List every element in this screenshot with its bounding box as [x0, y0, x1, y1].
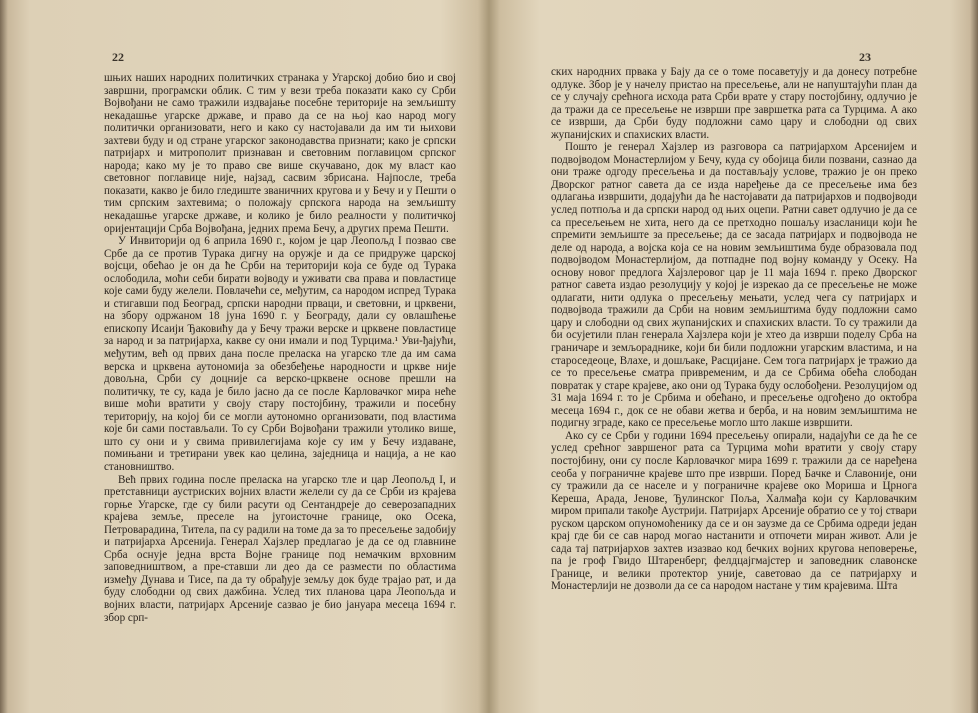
paragraph: ских народних првака у Бају да се о томе посаветују и да донесу потребне одлуке. Збор је у начелу пристао на пресељење, али не напуштајући план да се у случају срећнога исхода рата Срби врате у стару постојбину, одлучио је да тражи да се пресељење не изврши пре завршетка рата са Турцима. А ако се изврши, да Срби буду подложни само цару и слободни од свих жупанијских и спахиских власти. — [551, 66, 917, 141]
paragraph: шњих наших народних политичких странака у Угарској добио био и свој завршни, програмски облик. С тим у вези треба показати како су Срби Војвођани не само тражили издвајање посебне територије на земљишту некадашње угарске државе, и право да се на њој као народ могу политички организовати, него и како су настојавали да им ти њихови захтеви буду и од стране угарског законодавства признати; како је српски патријарх и митрополит признаван и световним поглавицом српског народа; како му је то право све више скучавано, док му власт као световног поглавице није, најзад, сасвим збрисана. Најпосле, треба показати, какво је било гледиште званичних кругова и у Бечу и у Пешти о тим српским захтевима; о положају српскога народа на земљишту некадашње угарске државе, и колико је било реалности у политичкој оријентацији Срба Војвођана, једних према Бечу, а других према Пешти. — [104, 72, 456, 235]
page-number-left: 22 — [112, 50, 124, 64]
paragraph: Већ првих година после преласка на угарско тле и цар Леопољд I, и претставници аустриских војних власти желели су да се Срби из крајева горње Угарске, где су били расути од Сентандреје до северозападних крајева земље, преселе на југоисточне границе, око Осека, Петроварадина, Титела, па су радили на томе да за то пресељење задобију и патријарха Арсенија. Генерал Хајзлер предлагао је да се од главнине Срба оснује једна врста Војне границе под немачким врховним заповедништвом, а пре-ставши ли део да се размести по областима између Дунава и Тисе, па да ту обрађује земљу док буде трајао рат, и да буду слободни од свих дажбина. Услед тих планова цара Леопољда и војних власти, патријарх Арсеније сазвао је био јануара месеца 1694 г. збор срп- — [104, 473, 456, 624]
page-number-right: 23 — [859, 50, 871, 64]
paragraph: Ако су се Срби у години 1694 пресељењу опирали, надајући се да ће се услед срећног завршеног рата са Турцима моћи вратити у своју стару постојбину, они су после Карловачког мира 1699 г. тражили да се наређена сеоба у пограничне крајеве што пре изврши. Поред Бачке и Славоније, они су тражили да се населе и у пограничне крајеве око Мориша и Црнога Кереша, Арада, Јенове, Ђулинског Поља, Халмађа који су Карловачким миром припали такође Аустрији. Патријарх Арсеније обратио се у тој ствари руском царском опуномоћенику да се и он заузме да се Србима одреди један крај где би се сав народ могао настанити и отпочети миран живот. Али је сада тај патријархов захтев изазвао код бечких војних кругова неповерење, па је гроф Гвидо Штаренберг, фелдцајгмајстер и заповедник славонске Границе, и велики протектор уније, саветовао да се патријарху и Монастерлији не дозволи да се са народом настане у тим крајевима. Шта — [551, 429, 917, 593]
paragraph: У Инвиторији од 6 априла 1690 г., којом је цар Леопољд I позвао све Србе да се против Турака дигну на оружје и да се придруже царској војсци, обећао је он да ће Срби на територији која се буде од Турака ослободила, моћи себи бирати војводу и уживати сва права и повластице које сами буду желели. Повлачећи се, међутим, са народом испред Турака и стигавши под Београд, српски народни прваци, и световни, и црквени, на збору одржаном 18 јуна 1690 г. у Београду, дали су овлашћење епископу Исаији Ђаковићу да у Бечу тражи верске и црквене повластице за народ и за патријарха, какве су они имали и под Турцима.¹ Уви-ђајући, међутим, већ од првих дана после преласка на угарско тле да им сама верска и црквена аутономија за обезбеђење народности и цркве није довољна, Срби су доцније са верско-црквене основе прешли на политичку, те су, када је било јасно да се после Карловачког мира неће више моћи вратити у своју стару постојбину, тражили и посебну територију, на којој би се могли аутономно организовати, под властима које би сами постављали. То су Срби Војвођани тражили утолико више, што су они и у свима привилегијама које су им у Бечу издаване, помињани и третирани увек као целина, заједница и нација, а не као становништво. — [104, 235, 456, 473]
left-page-text — [104, 72, 456, 624]
right-page-text — [551, 66, 917, 593]
right-page — [489, 0, 978, 713]
paragraph: Пошто је генерал Хајзлер из разговора са патријархом Арсенијем и подвојводом Монастерлијом у Бечу, куда су обојица били позвани, сазнао да они траже одгоду пресељења и да постављају услове, тражио је он преко Дворског ратног савета да се изда наређење да се пресељење има без одлагања извршити, додајући да ће настојавати да патријархов и подвојводи услед потпоља и да српски народ од њих оцепи. Ратни савет одлучио је да се са пресељењем не хита, него да се претходно пошаљу изасланици који ће спремити земљиште за пресељење; да се засада патријарх и подвојвода не деле од народа, а војска која се на новим земљиштима буде образовала под подвојводом Монастерлијом, да потпадне под војну команду у Осеку. На основу новог предлога Хајзлеровог цар је 11 маја 1694 г. преко Дворског ратног савета издао резолуцију у којој је изрекао да се пресељење не може одлагати, нити одлука о пресељењу мењати, услед чега су патријарх и подвојвода тражили да Срби на новим земљиштима буду подложни само цару и слободни од свих жупанијских и спахиских власти. То су тражили да би осујетили план генерала Хајзлера који је хтео да изврши поделу Срба на граничаре и земљораднике, који би били подложни угарским властима, и на староседеоце, Влахе, и дошљаке, Расцијане. Сем тога патријарх је тражио да се то пресељење сматра привременим, и да се Србима обећа слободан повратак у старе крајеве, ако они од Турака буду ослобођени. Резолуцијом од 31 маја 1694 г. то је Србима и обећано, и пресељење одгођено до октобра месеца 1694 г., док се не обави жетва и берба, и на новим земљиштима не подигну зграде, како се пресељење могло што лакше извршити. — [551, 141, 917, 430]
